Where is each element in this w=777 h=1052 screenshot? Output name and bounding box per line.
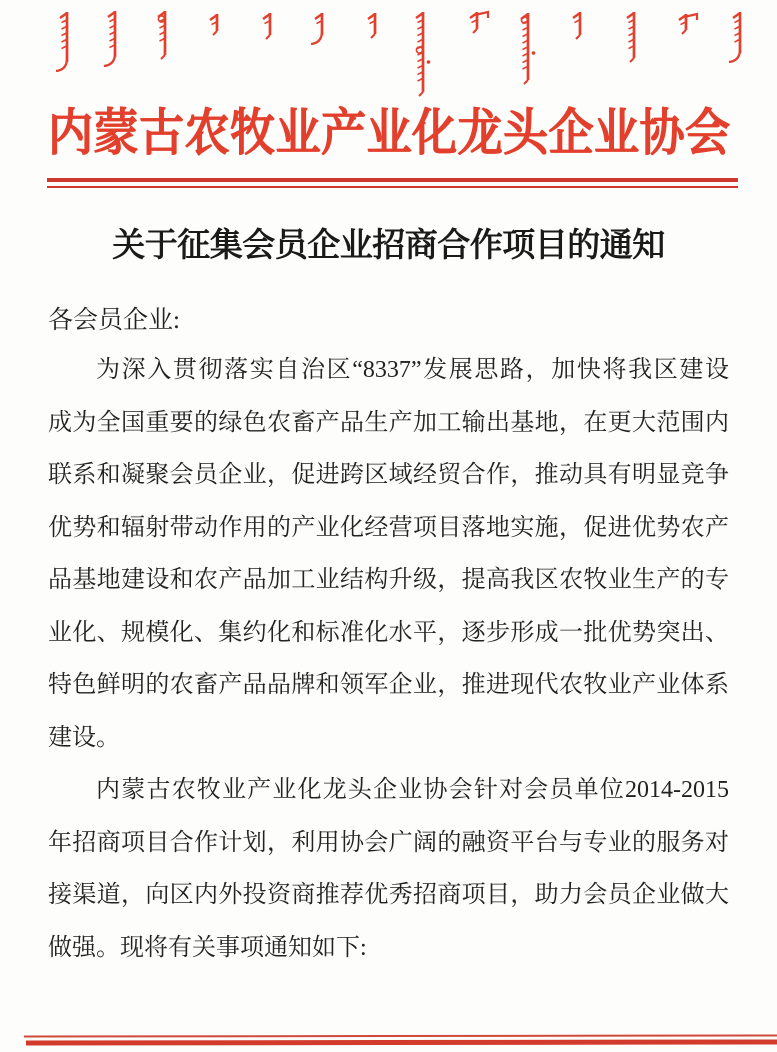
mongolian-script-header — [0, 0, 777, 105]
mongolian-script-column — [470, 12, 488, 33]
mongolian-script-column — [416, 12, 430, 96]
letterhead-divider — [47, 178, 738, 190]
footer-divider — [0, 1034, 777, 1048]
document-title: 关于征集会员企业招商合作项目的通知 — [112, 228, 665, 264]
document-body — [48, 344, 729, 974]
footer-divider-thick-line — [26, 1039, 777, 1045]
mongolian-script-column — [729, 12, 740, 62]
mongolian-script-column — [104, 11, 115, 66]
mongolian-script-column — [311, 13, 322, 44]
mongolian-script-column — [263, 13, 270, 39]
letterhead-divider-thin-line — [47, 186, 738, 188]
body-line: 特色鲜明的农畜产品品牌和领军企业，推进现代农牧业产业体系 — [48, 672, 729, 698]
footer-divider-thin-line — [24, 1034, 777, 1037]
letterhead-divider-thick-line — [47, 178, 738, 182]
mongolian-script-column — [573, 12, 580, 39]
body-line: 做强。现将有关事项通知如下: — [48, 934, 367, 961]
letterhead-org-name: 内蒙古农牧业产业化龙头企业协会 — [47, 104, 731, 162]
mongolian-script-column — [521, 13, 535, 84]
mongolian-script-column — [679, 14, 697, 34]
body-line: 年招商项目合作计划，利用协会广阔的融资平台与专业的服务对 — [48, 829, 729, 856]
body-line: 为深入贯彻落实自治区“8337”发展思路，加快将我区建设 — [96, 357, 729, 383]
body-line: 内蒙古农牧业产业化龙头企业协会针对会员单位2014-2015 — [96, 777, 729, 803]
mongolian-script-column — [368, 13, 375, 38]
mongolian-script-column — [627, 12, 634, 62]
body-line: 优势和辐射带动作用的产业化经营项目落地实施，促进优势农产 — [48, 514, 729, 541]
mongolian-script-column — [158, 11, 165, 59]
salutation: 各会员企业: — [48, 307, 180, 334]
body-line: 成为全国重要的绿色农畜产品生产加工输出基地，在更大范围内 — [48, 409, 729, 436]
mongolian-script-column — [210, 14, 217, 35]
body-line: 接渠道，向区内外投资商推荐优秀招商项目，助力会员企业做大 — [48, 882, 729, 908]
mongolian-script-column — [56, 12, 67, 71]
body-line: 品基地建设和农产品加工业结构升级，提高我区农牧业生产的专 — [48, 567, 729, 593]
body-line: 联系和凝聚会员企业，促进跨区域经贸合作，推动具有明显竞争 — [48, 462, 729, 488]
body-line: 业化、规模化、集约化和标准化水平，逐步形成一批优势突出、 — [48, 619, 729, 646]
body-line: 建设。 — [48, 724, 120, 751]
